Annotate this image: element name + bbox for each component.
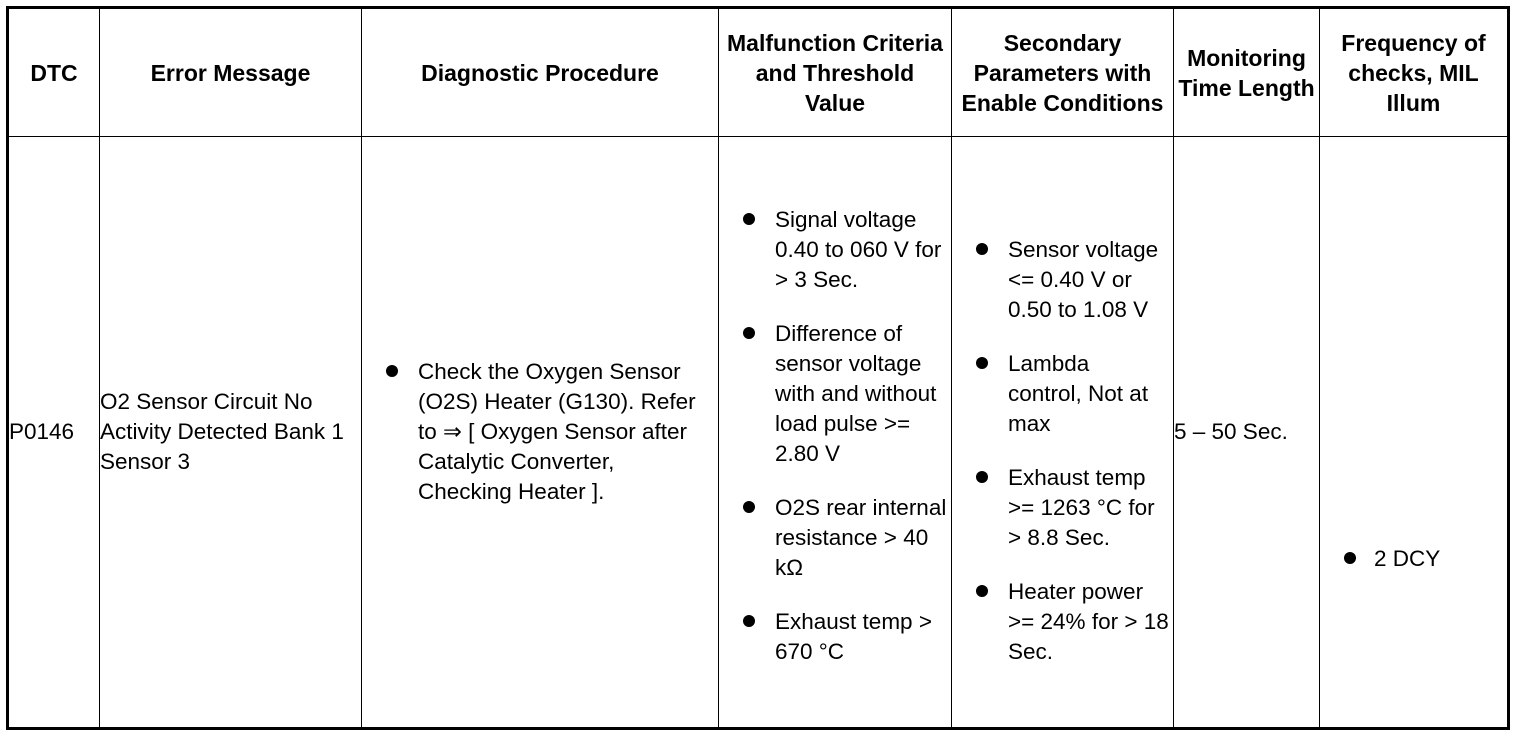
table-row [8, 137, 1509, 729]
list-item-text: Signal voltage 0.40 to 060 V for > 3 Sec. [775, 207, 942, 292]
bullet-icon [386, 365, 398, 377]
bullet-icon [743, 501, 755, 513]
diagnostic-procedure-list [362, 357, 718, 507]
list-item [952, 577, 1173, 667]
header-row [8, 8, 1509, 137]
list-item-text: Check the Oxygen Sensor (O2S) Heater (G130). Refer to ⇒ [ Oxygen Sensor after Catalytic Converter, Checking Heater ]. [418, 359, 696, 504]
cell-error-message: O2 Sensor Circuit No Activity Detected Bank 1 Sensor 3 [100, 137, 362, 729]
cell-diagnostic-procedure [362, 137, 719, 729]
cell-monitoring-time: 5 – 50 Sec. [1174, 137, 1320, 729]
list-item [952, 235, 1173, 325]
header-secondary-parameters: Secondary Parameters with Enable Conditions [952, 8, 1174, 137]
bullet-icon [743, 213, 755, 225]
list-item-text: 2 DCY [1374, 545, 1441, 571]
list-item-text: Lambda control, Not at max [1008, 351, 1149, 436]
header-frequency: Frequency of checks, MIL Illum [1320, 8, 1509, 137]
header-monitoring-time: Monitoring Time Length [1174, 8, 1320, 137]
bullet-icon [743, 327, 755, 339]
list-item [1320, 544, 1507, 574]
secondary-parameters-list [952, 235, 1173, 667]
cell-secondary-parameters [952, 137, 1174, 729]
list-item-text: Difference of sensor voltage with and without load pulse >= 2.80 V [775, 321, 937, 466]
bullet-icon [976, 585, 988, 597]
cell-frequency [1320, 137, 1509, 729]
header-diagnostic-procedure: Diagnostic Procedure [362, 8, 719, 137]
list-item [952, 463, 1173, 553]
frequency-list [1320, 544, 1507, 574]
list-item-text: Heater power >= 24% for > 18 Sec. [1008, 579, 1169, 664]
header-malfunction-criteria: Malfunction Criteria and Threshold Value [719, 8, 952, 137]
bullet-icon [976, 357, 988, 369]
list-item [952, 349, 1173, 439]
list-item [719, 607, 951, 667]
bullet-icon [976, 471, 988, 483]
bullet-icon [976, 243, 988, 255]
list-item-text: Exhaust temp >= 1263 °C for > 8.8 Sec. [1008, 465, 1155, 550]
bullet-icon [743, 615, 755, 627]
list-item-text: O2S rear internal resistance > 40 kΩ [775, 495, 947, 580]
list-item [719, 205, 951, 295]
cell-malfunction-criteria [719, 137, 952, 729]
list-item [719, 319, 951, 469]
list-item-text: Exhaust temp > 670 °C [775, 609, 932, 664]
header-error-message: Error Message [100, 8, 362, 137]
cell-dtc: P0146 [8, 137, 100, 729]
header-dtc: DTC [8, 8, 100, 137]
list-item-text: Sensor voltage <= 0.40 V or 0.50 to 1.08 V [1008, 237, 1159, 322]
list-item [362, 357, 718, 507]
dtc-table [6, 6, 1510, 730]
list-item [719, 493, 951, 583]
bullet-icon [1344, 552, 1356, 564]
malfunction-criteria-list [719, 205, 951, 667]
